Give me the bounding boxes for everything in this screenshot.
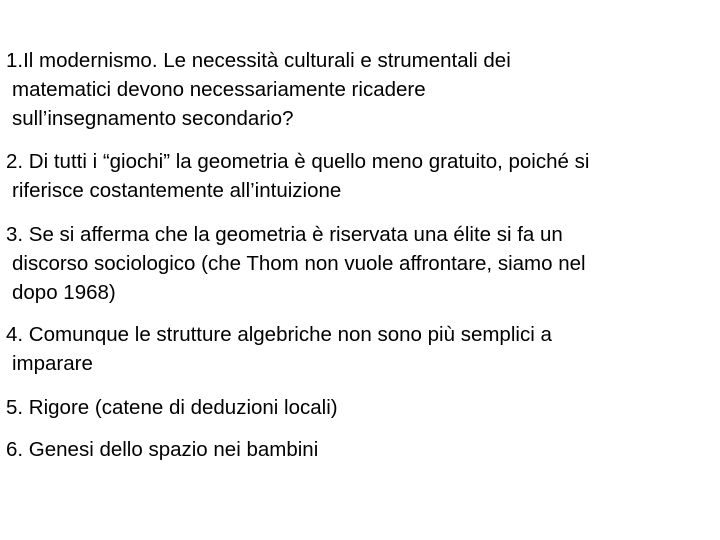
point-3 — [6, 220, 712, 307]
point-2-line-1: 2. Di tutti i “giochi” la geometria è quello meno gratuito, poiché si — [6, 150, 590, 173]
point-4-line-2: imparare — [12, 352, 93, 375]
point-5-line-1: 5. Rigore (catene di deduzioni locali) — [6, 396, 338, 419]
point-3-line-3: dopo 1968) — [12, 281, 116, 304]
point-1 — [6, 46, 712, 133]
point-4-line-1: 4. Comunque le strutture algebriche non sono più semplici a — [6, 323, 552, 346]
point-5 — [6, 393, 712, 422]
point-3-line-2: discorso sociologico (che Thom non vuole affrontare, siamo nel — [12, 252, 586, 275]
point-1-line-2: matematici devono necessariamente ricadere — [12, 78, 426, 101]
point-4 — [6, 320, 712, 378]
point-2-line-2: riferisce costantemente all’intuizione — [12, 179, 342, 202]
point-6 — [6, 435, 712, 464]
point-1-line-3: sull’insegnamento secondario? — [12, 107, 294, 130]
point-2 — [6, 147, 712, 205]
point-6-line-1: 6. Genesi dello spazio nei bambini — [6, 438, 319, 461]
point-3-line-1: 3. Se si afferma che la geometria è riservata una élite si fa un — [6, 223, 563, 246]
point-1-line-1: 1.Il modernismo. Le necessità culturali e strumentali dei — [6, 49, 511, 72]
